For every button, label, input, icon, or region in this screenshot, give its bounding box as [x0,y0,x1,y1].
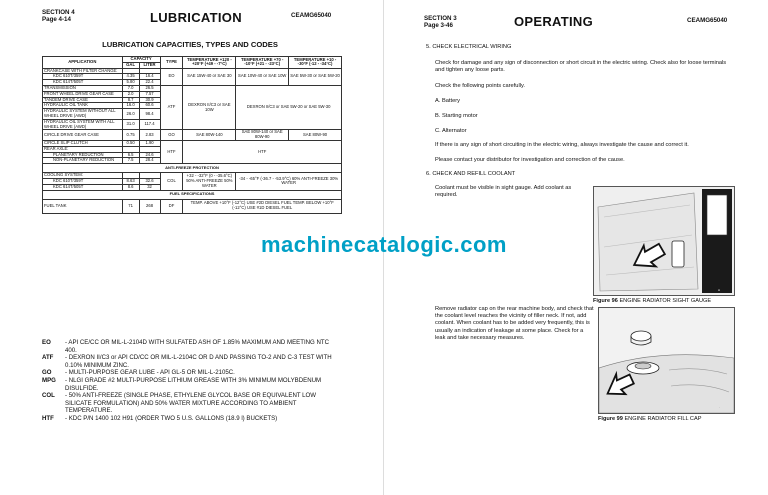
note-htf: HTF - KDC P/N 1400 102 H91 (ORDER TWO 5 U.S. GALLONS (18.9 l) BUCKETS) [42,414,278,422]
page-title: OPERATING [514,14,594,29]
table-row: TRANSMISSION 7.0 26.5 ATF DEXRON II/C3 or SAE 10W DEXRON II/C3 or SAE 5W-20 or SAE 5W-30 [43,85,342,91]
figure-99-caption: Figure 99 ENGINE RADIATOR FILL CAP [598,416,702,422]
header-type: TYPE [160,57,183,69]
note-col: COL - 50% ANTI-FREEZE (SINGLE PHASE, ETHYLENE GLYCOL BASE OR EQUIVALENT LOW SILICATE FORMULATION) AND 50% WATER MIXTURE ACCORDING TO AMBIENT TEMPERATURE. [42,392,317,415]
paragraph: Remove radiator cap on the rear machine body, and check that the coolant level reaches the vicinity of filler neck. If not, add coolant. When coolant has to be added very frequently, this is usually an indication of leakage at some place. Check for a leak and take necessary measures. [435,306,594,341]
lubricant-notes [42,339,342,423]
table-row: HYDRAULIC OIL TANK 16.0 60.6 [43,103,342,109]
table-row: TANDEM DRIVE CASE 8.7 30.9 [43,97,342,103]
header-capacity: CAPACITY [122,57,160,63]
header-gal: GAL [122,62,139,68]
table-row: REAR AXLE: [43,146,342,152]
note-eo: EO - API CE/CC OR MIL-L-2104D WITH SULFATED ASH OF 1.85% MAXIMUM AND MEETING NTC 400. [42,339,329,354]
table-row: HYDRAULIC SYSTEM WITHOUT ALL WHEEL DRIVE (AWD) 26.0 98.4 [43,109,342,120]
table-row: KDC 614T/505T 8.6 32 [43,184,342,190]
note-atf: ATF - DEXRON II/C3 or API CD/CC OR MIL-L-2104C OR D AND PASSING TO-2 AND C-3 TEST WITH 0.10% MINIMUM ZINC. [42,354,332,369]
page-title: LUBRICATION [150,10,242,25]
section-label: SECTION 3 Page 3-46 [424,15,457,29]
table-row: CRANKCASE WITH FILTER CHANGE: EO SAE 15W-40 or SAE 30 SAE 10W-40 or SAE 10W SAE 5W-30 or SAE 5W-20 [43,68,342,74]
fill-cap-illustration [599,308,734,413]
table-row: KDC 614T/505T 5.80 22.4 [43,80,342,86]
paragraph: Check for damage and any sign of disconnection or short circuit in the electric wiring. Check also for loose terminals and tighten any loose parts. [435,60,727,74]
header-application: APPLICATION [43,57,123,69]
header-temp-1: TEMPERATURE +120 - +20°F (+49 - -7°C) [183,57,236,69]
list-item: B. Starting motor [435,113,478,119]
table-title: LUBRICATION CAPACITIES, TYPES AND CODES [102,40,278,49]
table-section-row: FUEL SPECIFICATIONS [43,190,342,199]
note-go: GO - MULTI-PURPOSE GEAR LUBE - API GL-5 OR MIL-L-2105C. [42,369,235,377]
table-row: FUEL TANK 71 268 DF TEMP. ABOVE +10°F (-12°C) USE #2D DIESEL FUEL TEMP. BELOW +10°F (-12°C) USE #1D DIESEL FUEL [43,199,342,213]
table-row: PLANETARY REDUCTION 6.5 24.6 [43,152,342,158]
step-6-heading: 6. CHECK AND REFILL COOLANT [426,171,516,177]
paragraph: Check the following points carefully. [435,83,525,89]
document-code: CEAMG65040 [687,17,728,24]
table-row: KDC 610T/359T 4.35 16.4 [43,74,342,80]
table-row: FRONT WHEEL DRIVE GEAR CASE 2.0 7.57 [43,91,342,97]
paragraph: If there is any sign of short circuiting in the electric wiring, always investigate the cause and correct it. [435,142,689,148]
header-liter: LITER [139,62,160,68]
section-label: SECTION 4 Page 4-14 [42,9,75,23]
list-item: C. Alternator [435,128,467,134]
step-5-heading: 5. CHECK ELECTRICAL WIRING [426,44,512,50]
header-temp-2: TEMPERATURE +70 - -10°F (+21 - -23°C) [236,57,289,69]
note-mpg: MPG - NLGI GRADE #2 MULTI-PURPOSE LITHIUM GREASE WITH 3% MINIMUM MOLYBDENUM DISULFIDE. [42,376,322,392]
document-code: CEAMG65040 [291,12,332,19]
table-section-row: ANTI-FREEZE PROTECTION [43,164,342,173]
header-temp-3: TEMPERATURE +10 - -30°F (-12 - -34°C) [289,57,342,69]
figure-96-caption: Figure 96 ENGINE RADIATOR SIGHT GAUGE [593,298,712,304]
table-row: COOLING SYSTEM: COL +32 - -32°F (0 - -35.6°C) 50% ANTI-FREEZE 50% WATER -34 - -65°F (-36.7 - -53.9°C) 60% ANTI-FREEZE 30% WATER [43,173,342,179]
svg-text:·: · [719,405,720,409]
radiator-fill-cap-figure [598,307,735,414]
paragraph: Coolant must be visible in sight gauge. Add coolant as required. [435,185,572,199]
table-row: NON-PLANETARY REDUCTION 7.5 28.4 [43,158,342,164]
watermark: machinecatalogic.com [261,232,507,257]
lubrication-table [42,56,342,214]
table-row: CIRCLE SLIP CLUTCH 0.50 1.90 HTF HTF [43,140,342,146]
list-item: A. Battery [435,98,460,104]
paragraph: Please contact your distributor for investigation and correction of the cause. [435,157,625,163]
table-row: CIRCLE DRIVE GEAR CASE 0.75 2.83 GO SAE 80W-140 SAE 80W-140 or SAE 80W-90 SAE 80W-90 [43,130,342,141]
svg-text:A: A [718,288,721,292]
table-row: HYDRAULIC OIL SYSTEM WITH ALL WHEEL DRIVE (AWD) 31.0 117.4 [43,119,342,130]
table-row: KDC 610T/359T 8.63 32.6 [43,178,342,184]
